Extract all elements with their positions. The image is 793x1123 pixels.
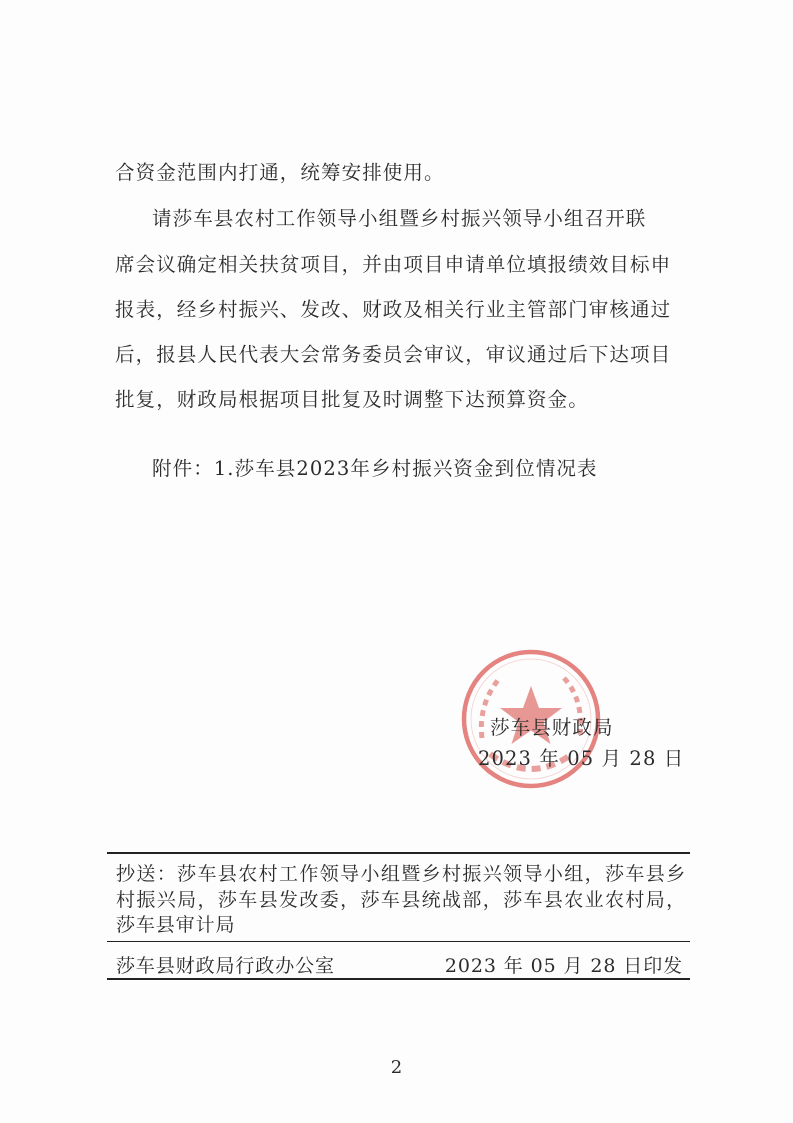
- body-line: 后，报县人民代表大会常务委员会审议，审议通过后下达项目: [115, 343, 672, 366]
- footer-top-rule: [107, 852, 690, 854]
- signature-org: 莎车县财政局: [490, 716, 614, 739]
- body-line: 合资金范围内打通，统筹安排使用。: [115, 161, 445, 184]
- cc-list: 抄送：莎车县农村工作领导小组暨乡村振兴领导小组，莎车县乡村振兴局，莎车县发改委，莎车县统战部，莎车县农业农村局，莎车县审计局: [116, 863, 686, 936]
- body-line: 请莎车县农村工作领导小组暨乡村振兴领导小组召开联: [152, 207, 647, 230]
- body-line: 席会议确定相关扶贫项目，并由项目申请单位填报绩效目标申: [115, 253, 672, 276]
- footer-bottom-rule: [107, 978, 690, 980]
- signature-date: 2023 年 05 月 28 日: [478, 747, 685, 770]
- page-number: 2: [390, 1057, 403, 1078]
- body-line: 批复，财政局根据项目批复及时调整下达预算资金。: [115, 388, 589, 411]
- issuing-office: 莎车县财政局行政办公室: [116, 955, 335, 977]
- attachment-line: 附件：1.莎车县2023年乡村振兴资金到位情况表: [152, 457, 598, 480]
- footer-middle-rule: [107, 941, 690, 942]
- body-line: 报表，经乡村振兴、发改、财政及相关行业主管部门审核通过: [115, 298, 672, 321]
- print-date: 2023 年 05 月 28 日印发: [444, 955, 683, 977]
